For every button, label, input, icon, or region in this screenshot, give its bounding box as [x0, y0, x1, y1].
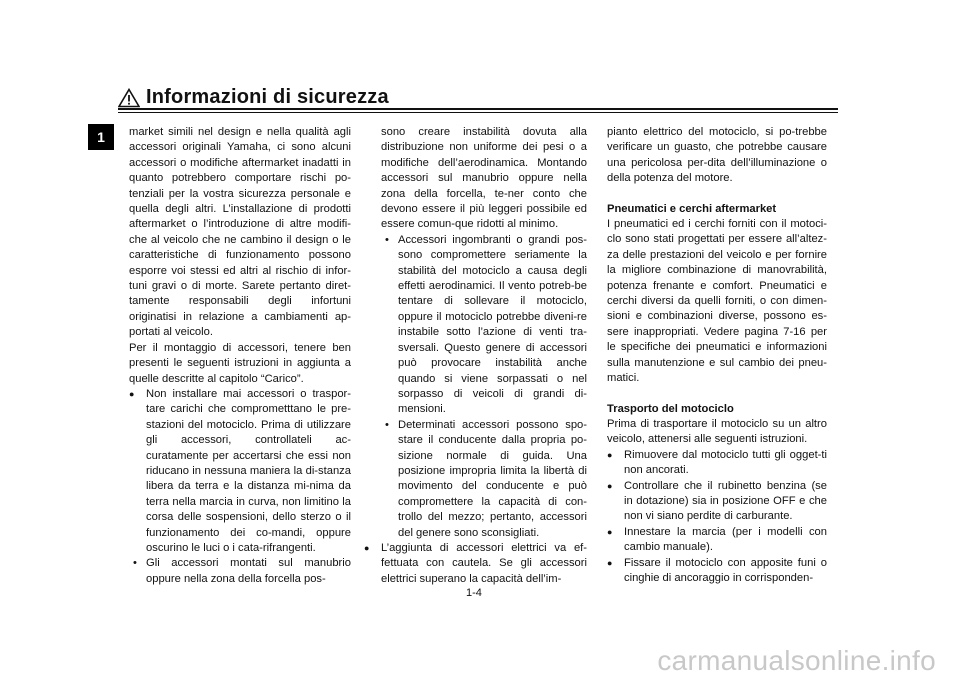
- chapter-tab: 1: [88, 124, 114, 150]
- sub-bullet-item: • Accessori ingombranti o grandi pos-sono compromettere seriamente la stabilità del motociclo a causa degli effetti aerodinamici. Il vento potreb-be tentare di sollevare il motociclo, oppure il motociclo potrebbe diveni-re instabile sotto l’azione di venti tra-sversali. Questo genere di accessori può provocare instabilità anche quando si viene sorpassati o nel sorpasso di veicoli di grandi di-mensioni.: [381, 233, 587, 418]
- bullet-item: ● L’aggiunta di accessori elettrici va ef-fettuata con cautela. Se gli accessori elettrici superano la capacità dell’im-: [364, 541, 587, 587]
- bullet-item: ● Innestare la marcia (per i modelli con cambio manuale).: [607, 525, 827, 556]
- section-title: [118, 86, 389, 109]
- column-1: [129, 125, 351, 587]
- bullet-item: ● Fissare il motociclo con apposite funi o cinghie di ancoraggio in corrisponden-: [607, 556, 827, 587]
- column-3: [607, 125, 827, 586]
- section-title-text: Informazioni di sicurezza: [146, 86, 389, 108]
- sub-bullet-item: • Gli accessori montati sul manubrio oppure nella zona della forcella pos-: [129, 556, 351, 587]
- paragraph: I pneumatici ed i cerchi forniti con il motoci-clo sono stati progettati per essere all’altez-za delle prestazioni del veicolo e per fornire la migliore combinazione di manovrabilità, potenza frenante e comfort. Pneumatici e cerchi diversi da quelli forniti, o con dimen-sioni e combinazioni diverse, possono es-sere inappropriati. Vedere pagina 7-16 per le specifiche dei pneumatici e informazioni sulla manutenzione e sul cambio dei pneu-matici.: [607, 218, 827, 385]
- paragraph: Prima di trasportare il motociclo su un altro veicolo, attenersi alle seguenti istruzioni.: [607, 417, 827, 446]
- bullet-item: ● Controllare che il rubinetto benzina (se in dotazione) sia in posizione OFF e che non vi siano perdite di carburante.: [607, 479, 827, 525]
- paragraph: Per il montaggio di accessori, tenere ben presenti le seguenti istruzioni in aggiunta a quelle descritte al capitolo “Carico”.: [129, 341, 351, 385]
- column-2: [381, 125, 587, 587]
- page-number: 1-4: [466, 587, 482, 599]
- watermark: carmanualsonline.info: [657, 645, 936, 676]
- header-rule: [118, 108, 838, 110]
- header-rule-thin: [118, 112, 838, 113]
- sub-bullet-item: • Determinati accessori possono spo-stare il conducente dalla propria po-sizione normale di guida. Una posizione impropria limita la libertà di movimento del conducente e può compromettere la capacità di con-trollo del mezzo; pertanto, accessori del genere sono sconsigliati.: [381, 418, 587, 541]
- paragraph: market simili nel design e nella qualità agli accessori originali Yamaha, ci sono alcuni accessori o modifiche aftermarket inadatti in quanto potrebbero comportare rischi po-tenziali per la vostra sicurezza personale e quella degli altri. L’installazione di prodotti aftermarket o l’introduzione di altre modifi-che al veicolo che ne cambino il design o le caratteristiche di funzionamento possono esporre voi stessi ed altri al rischio di infor-tuni gravi o di morte. Sarete pertanto diret-tamente responsabili degli infortuni originatisi in relazione a cambiamenti ap-portati al veicolo.: [129, 126, 351, 339]
- bullet-item: ● Non installare mai accessori o traspor-tare carichi che comprometttano le pre-stazioni del motociclo. Prima di utilizzare gli accessori, controllateli ac-curatamente per accertarsi che essi non riducano in nessuna maniera la di-stanza libera da terra e la distanza mi-nima da terra nella marcia in curva, non limitino la corsa delle sospensioni, dello sterzo o il funzionamento dei co-mandi, oppure oscurino le luci o i cata-rifrangenti.: [129, 387, 351, 556]
- bullet-continuation: pianto elettrico del motociclo, si po-trebbe verificare un guasto, che potrebbe causare una pericolosa per-dita dell’illuminazione o della potenza del motore.: [607, 126, 827, 185]
- warning-triangle-icon: [118, 88, 140, 108]
- section-heading: Trasporto del motociclo: [607, 402, 734, 415]
- sub-bullet-continuation: sono creare instabilità dovuta alla distribuzione non uniforme dei pesi o a modifiche dell’aerodinamica. Montando accessori sul manubrio oppure nella zona della forcella, te-ner conto che devono essere il più leggeri possibile ed essere comun-que ridotti al minimo.: [381, 126, 587, 231]
- section-heading: Pneumatici e cerchi aftermarket: [607, 202, 777, 215]
- bullet-item: ● Rimuovere dal motociclo tutti gli ogget-ti non ancorati.: [607, 448, 827, 479]
